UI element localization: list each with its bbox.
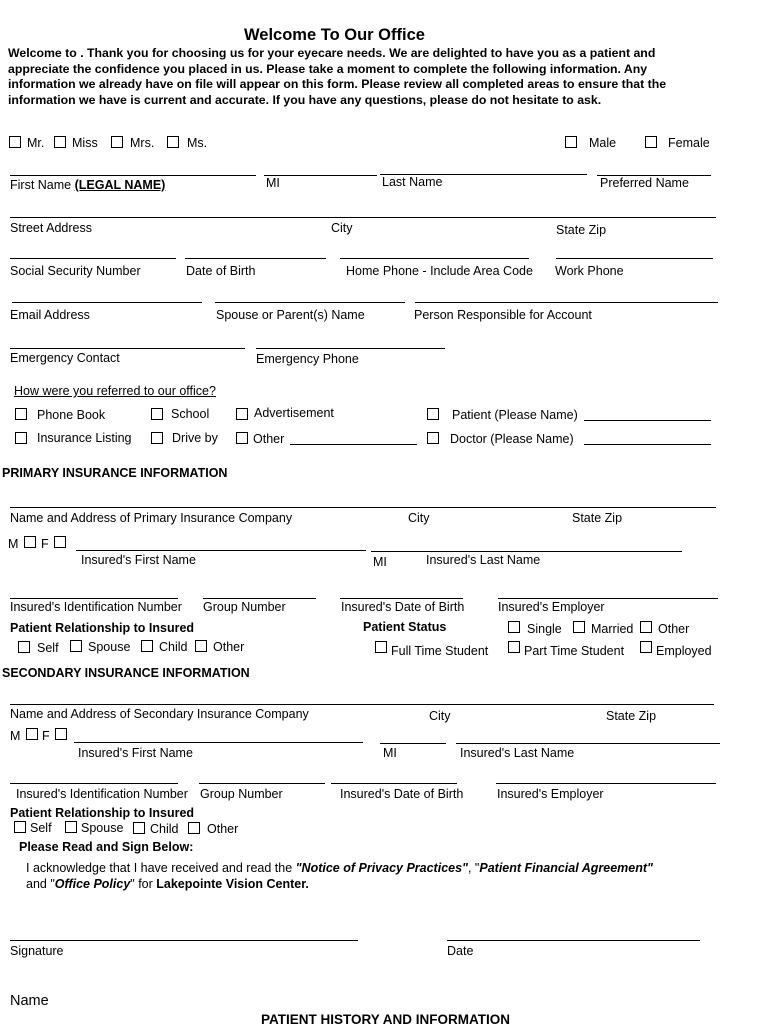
email-field[interactable] — [12, 302, 202, 303]
date-field[interactable] — [447, 940, 700, 941]
mi-field[interactable] — [264, 175, 377, 176]
secondary-company-field[interactable] — [10, 704, 714, 705]
advertisement-label: Advertisement — [254, 406, 334, 420]
primary-first-name-field[interactable] — [76, 550, 366, 551]
secondary-mi-field[interactable] — [380, 743, 446, 744]
mrs-label: Mrs. — [130, 136, 155, 150]
state-zip-label: State Zip — [556, 223, 607, 237]
other-referral-label: Other — [253, 432, 285, 446]
primary-company-label: Name and Address of Primary Insurance Company — [10, 511, 293, 525]
full-time-student-label: Full Time Student — [391, 644, 489, 658]
acknowledgement-heading: Please Read and Sign Below: — [19, 840, 194, 854]
secondary-mi-label: MI — [383, 746, 397, 760]
female-checkbox[interactable] — [645, 136, 657, 148]
first-name-label: First Name (LEGAL NAME) — [10, 178, 166, 192]
school-label: School — [171, 407, 210, 421]
street-address-field[interactable] — [10, 217, 716, 218]
intro-paragraph — [8, 46, 711, 108]
work-phone-field[interactable] — [556, 258, 713, 259]
secondary-child-label: Child — [150, 822, 179, 836]
primary-child-label: Child — [159, 640, 188, 654]
secondary-other-label: Other — [207, 822, 239, 836]
secondary-group-field[interactable] — [199, 783, 325, 784]
doctor-referral-name-field[interactable] — [584, 444, 711, 445]
primary-city-label: City — [408, 511, 430, 525]
insurance-listing-label: Insurance Listing — [37, 431, 132, 445]
work-phone-label: Work Phone — [555, 264, 624, 278]
emergency-contact-field[interactable] — [10, 348, 245, 349]
other-referral-checkbox[interactable] — [236, 432, 248, 444]
miss-checkbox[interactable] — [54, 136, 66, 148]
home-phone-field[interactable] — [340, 258, 529, 259]
primary-id-field[interactable] — [10, 598, 178, 599]
preferred-name-label: Preferred Name — [600, 176, 689, 190]
name-label: Name — [10, 993, 49, 1009]
drive-by-checkbox[interactable] — [151, 432, 163, 444]
primary-last-name-field[interactable] — [371, 551, 682, 552]
secondary-f-checkbox[interactable] — [55, 728, 67, 740]
secondary-id-label: Insured's Identification Number — [16, 787, 188, 801]
intro-line: information we already have on file will appear on this form. Please review all completed areas to ensure that the — [8, 77, 667, 91]
patient-referral-checkbox[interactable] — [427, 408, 439, 420]
part-time-student-label: Part Time Student — [524, 644, 625, 658]
male-label: Male — [589, 136, 617, 150]
insurance-listing-checkbox[interactable] — [15, 432, 27, 444]
dob-field[interactable] — [185, 258, 326, 259]
secondary-state-zip-label: State Zip — [606, 709, 657, 723]
mr-checkbox[interactable] — [9, 136, 21, 148]
mrs-checkbox[interactable] — [111, 136, 123, 148]
secondary-employer-label: Insured's Employer — [497, 787, 604, 801]
primary-group-field[interactable] — [203, 598, 316, 599]
phone-book-checkbox[interactable] — [15, 408, 27, 420]
primary-first-name-label: Insured's First Name — [81, 553, 196, 567]
school-checkbox[interactable] — [151, 408, 163, 420]
primary-employer-field[interactable] — [498, 598, 718, 599]
secondary-relationship-label: Patient Relationship to Insured — [10, 806, 195, 820]
referral-question: How were you referred to our office? — [14, 384, 216, 398]
secondary-employer-field[interactable] — [496, 783, 716, 784]
city-label: City — [331, 221, 353, 235]
primary-id-label: Insured's Identification Number — [10, 600, 182, 614]
mi-label: MI — [266, 176, 280, 190]
last-name-label: Last Name — [382, 175, 443, 189]
primary-relationship-label: Patient Relationship to Insured — [10, 621, 195, 635]
patient-referral-label: Patient (Please Name) — [452, 408, 578, 422]
secondary-child-checkbox[interactable] — [133, 822, 145, 834]
spouse-label: Spouse or Parent(s) Name — [216, 308, 365, 322]
signature-field[interactable] — [10, 940, 358, 941]
secondary-spouse-label: Spouse — [81, 821, 124, 835]
responsible-field[interactable] — [415, 302, 718, 303]
primary-other-checkbox[interactable] — [195, 640, 207, 652]
primary-group-label: Group Number — [203, 600, 286, 614]
primary-m-label: M — [8, 537, 19, 551]
primary-child-checkbox[interactable] — [141, 640, 153, 652]
secondary-city-label: City — [429, 709, 451, 723]
ms-label: Ms. — [187, 136, 208, 150]
mr-label: Mr. — [27, 136, 45, 150]
employed-label: Employed — [656, 644, 712, 658]
secondary-self-label: Self — [30, 821, 52, 835]
primary-spouse-label: Spouse — [88, 640, 131, 654]
full-time-student-checkbox[interactable] — [375, 641, 387, 653]
home-phone-label: Home Phone - Include Area Code — [346, 264, 533, 278]
ms-checkbox[interactable] — [167, 136, 179, 148]
primary-spouse-checkbox[interactable] — [70, 640, 82, 652]
emergency-phone-field[interactable] — [256, 348, 445, 349]
next-section-title: PATIENT HISTORY AND INFORMATION — [261, 1012, 510, 1027]
street-address-label: Street Address — [10, 221, 92, 235]
primary-mi-label: MI — [373, 555, 387, 569]
primary-state-zip-label: State Zip — [572, 511, 623, 525]
part-time-student-checkbox[interactable] — [508, 641, 520, 653]
drive-by-label: Drive by — [172, 431, 218, 445]
responsible-label: Person Responsible for Account — [414, 308, 592, 322]
single-checkbox[interactable] — [508, 621, 520, 633]
secondary-self-checkbox[interactable] — [14, 821, 26, 833]
miss-label: Miss — [72, 136, 98, 150]
secondary-last-name-field[interactable] — [456, 743, 720, 744]
patient-referral-name-field[interactable] — [584, 420, 711, 421]
secondary-spouse-checkbox[interactable] — [65, 821, 77, 833]
email-label: Email Address — [10, 308, 90, 322]
secondary-f-label: F — [42, 729, 50, 743]
ssn-label: Social Security Number — [10, 264, 141, 278]
first-name-field[interactable] — [10, 175, 256, 176]
emergency-phone-label: Emergency Phone — [256, 352, 359, 366]
secondary-last-name-label: Insured's Last Name — [460, 746, 575, 760]
acknowledgement-text: I acknowledge that I have received and read the "Notice of Privacy Practices", "Patient Financial Agreement" and "Office Policy" for Lakepointe Vision Center. — [26, 861, 653, 891]
intro-line: Welcome to . Thank you for choosing us for your eyecare needs. We are delighted to have you as a patient and — [8, 46, 656, 60]
ssn-field[interactable] — [10, 258, 176, 259]
female-label: Female — [668, 136, 710, 150]
other-status-checkbox[interactable] — [640, 621, 652, 633]
dob-label: Date of Birth — [186, 264, 256, 278]
primary-dob-label: Insured's Date of Birth — [341, 600, 465, 614]
secondary-m-label: M — [10, 729, 21, 743]
secondary-dob-field[interactable] — [331, 783, 457, 784]
secondary-first-name-label: Insured's First Name — [78, 746, 193, 760]
primary-dob-field[interactable] — [340, 598, 463, 599]
spouse-field[interactable] — [215, 302, 405, 303]
primary-self-checkbox[interactable] — [18, 641, 30, 653]
primary-f-checkbox[interactable] — [54, 536, 66, 548]
employed-checkbox[interactable] — [640, 641, 652, 653]
advertisement-checkbox[interactable] — [236, 408, 248, 420]
married-label: Married — [591, 622, 634, 636]
intro-line: appreciate the confidence you placed in us. Please take a moment to complete the following information. Any — [8, 61, 648, 76]
single-label: Single — [527, 622, 562, 636]
secondary-company-label: Name and Address of Secondary Insurance Company — [10, 707, 309, 721]
phone-book-label: Phone Book — [37, 408, 106, 422]
secondary-id-field[interactable] — [10, 783, 178, 784]
doctor-referral-label: Doctor (Please Name) — [450, 432, 574, 446]
page-title: Welcome To Our Office — [244, 26, 425, 44]
secondary-first-name-field[interactable] — [74, 742, 363, 743]
primary-other-label: Other — [213, 640, 245, 654]
primary-f-label: F — [41, 537, 49, 551]
primary-last-name-label: Insured's Last Name — [426, 553, 541, 567]
doctor-referral-checkbox[interactable] — [427, 432, 439, 444]
male-checkbox[interactable] — [565, 136, 577, 148]
secondary-other-checkbox[interactable] — [188, 822, 200, 834]
secondary-dob-label: Insured's Date of Birth — [340, 787, 464, 801]
secondary-m-checkbox[interactable] — [26, 728, 38, 740]
primary-company-field[interactable] — [10, 507, 716, 508]
primary-employer-label: Insured's Employer — [498, 600, 605, 614]
signature-label: Signature — [10, 944, 64, 958]
intro-line: information we have is current and accurate. If you have any questions, please do not hesitate to ask. — [8, 92, 602, 107]
secondary-group-label: Group Number — [200, 787, 283, 801]
secondary-insurance-heading: SECONDARY INSURANCE INFORMATION — [2, 666, 250, 680]
other-status-label: Other — [658, 622, 690, 636]
married-checkbox[interactable] — [573, 621, 585, 633]
primary-m-checkbox[interactable] — [24, 536, 36, 548]
primary-self-label: Self — [37, 641, 59, 655]
patient-status-label: Patient Status — [363, 620, 447, 634]
other-referral-field[interactable] — [290, 444, 417, 445]
primary-insurance-heading: PRIMARY INSURANCE INFORMATION — [2, 466, 228, 480]
emergency-contact-label: Emergency Contact — [10, 351, 120, 365]
date-label: Date — [447, 944, 474, 958]
